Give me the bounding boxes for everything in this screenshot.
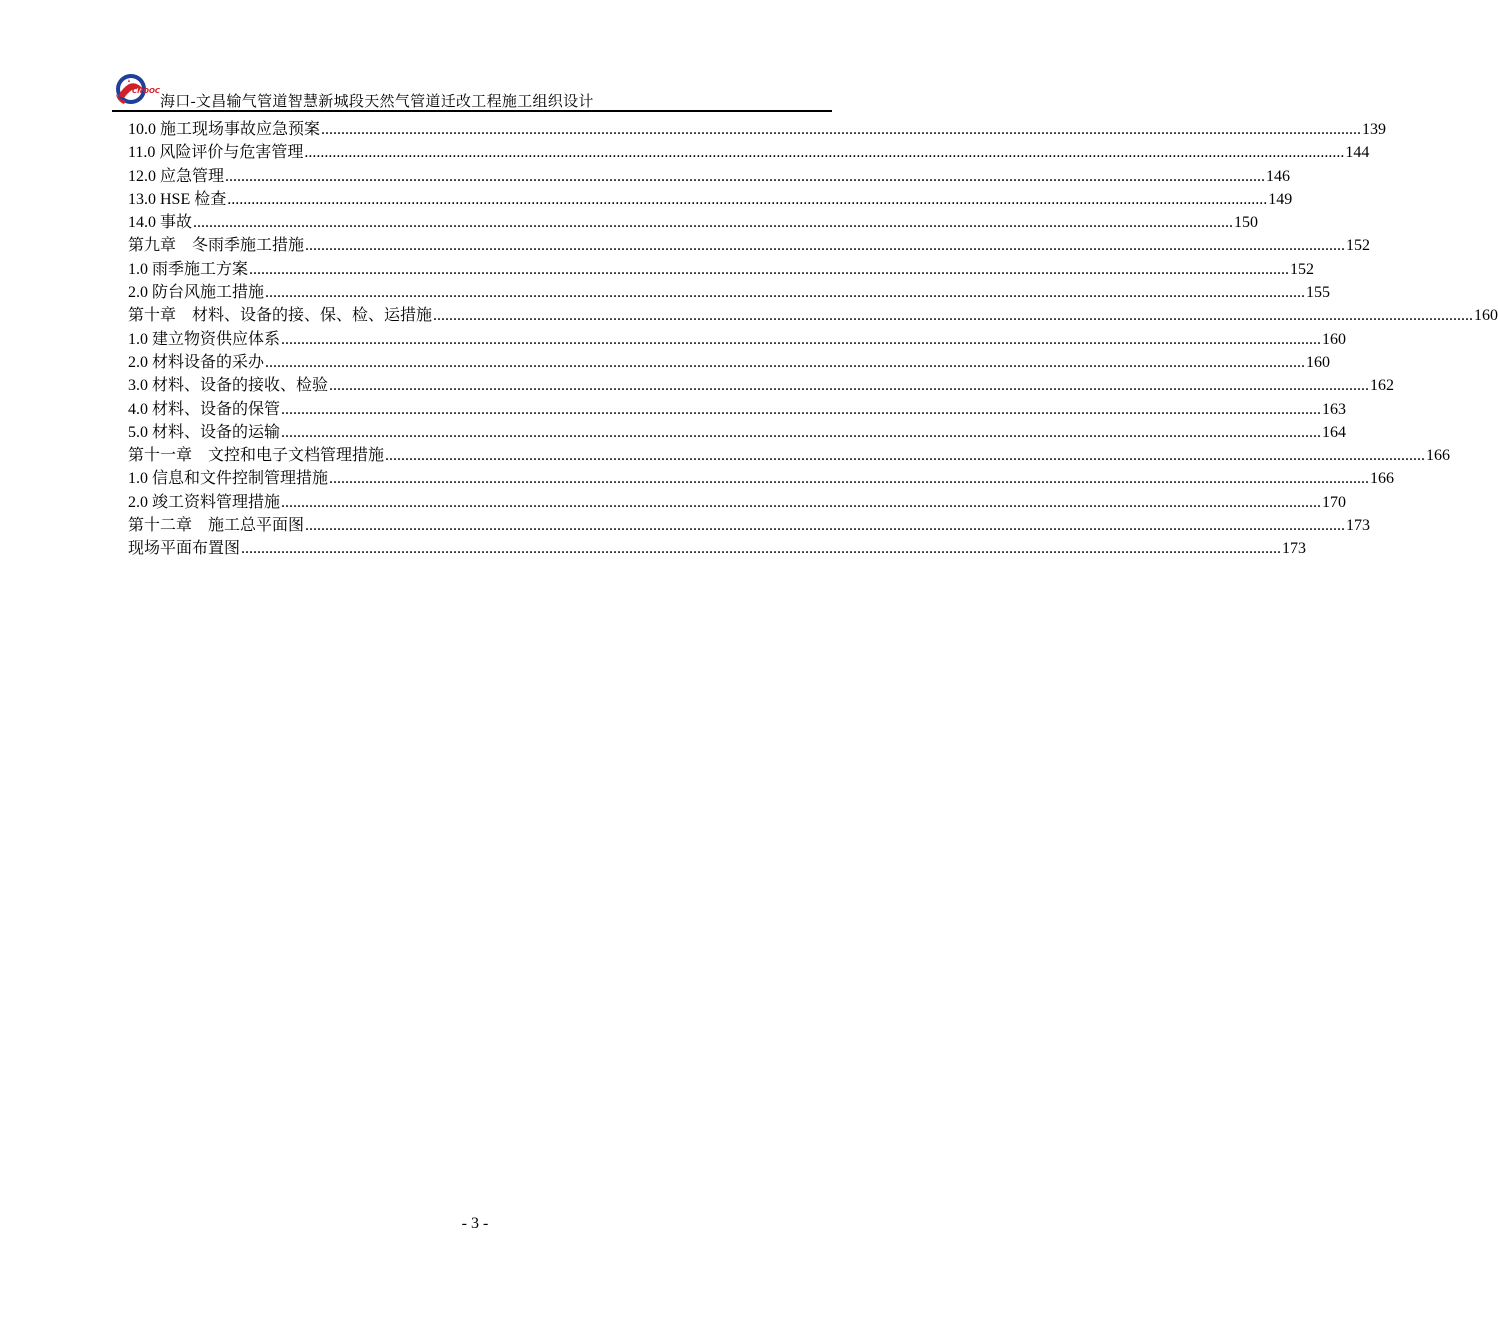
toc-entry-title: 12.0 应急管理 — [128, 167, 225, 185]
toc-entry-page-number: 170 — [1322, 493, 1347, 511]
toc-dot-leader — [433, 304, 1473, 327]
toc-entry-page-number: 139 — [1362, 121, 1387, 138]
toc-entry-title: 13.0 HSE 检查 — [128, 190, 227, 208]
toc-entry-page-number: 150 — [1234, 214, 1259, 232]
toc-entry[interactable] — [128, 281, 1331, 304]
toc-entry[interactable] — [128, 491, 1347, 514]
toc-entry[interactable] — [128, 351, 1331, 374]
toc-entry[interactable] — [128, 211, 1259, 234]
toc-entry[interactable] — [128, 514, 1371, 537]
toc-entry-page-number: 166 — [1426, 447, 1451, 465]
toc-entry[interactable] — [128, 141, 1370, 164]
toc-entry[interactable] — [128, 258, 1315, 281]
toc-entry-title: 1.0 雨季施工方案 — [128, 260, 249, 278]
toc-entry-title: 第九章 冬雨季施工措施 — [128, 237, 305, 255]
toc-dot-leader — [281, 398, 1321, 421]
toc-entry-title: 第十章 材料、设备的接、保、检、运措施 — [128, 307, 433, 325]
toc-dot-leader — [329, 374, 1369, 397]
toc-entry-page-number: 164 — [1322, 423, 1347, 441]
svg-text:CNOOC: CNOOC — [132, 87, 161, 95]
toc-entry-title: 4.0 材料、设备的保管 — [128, 400, 281, 418]
toc-entry-page-number: 162 — [1370, 377, 1395, 395]
toc-dot-leader — [321, 118, 1361, 141]
toc-dot-leader — [304, 141, 1344, 164]
toc-entry-page-number: 160 — [1474, 307, 1498, 325]
toc-entry-title: 2.0 材料设备的采办 — [128, 353, 265, 371]
page-number: - 3 - — [461, 1215, 489, 1232]
toc-entry-page-number: 146 — [1266, 167, 1291, 185]
toc-dot-leader — [227, 188, 1267, 211]
toc-entry-page-number: 160 — [1306, 353, 1331, 371]
toc-entry-page-number: 149 — [1268, 190, 1293, 208]
toc-entry-title: 第十一章 文控和电子文档管理措施 — [128, 447, 385, 465]
toc-entry-page-number: 152 — [1346, 237, 1371, 255]
toc-dot-leader — [249, 258, 1289, 281]
toc-entry[interactable] — [128, 374, 1395, 397]
toc-entry-title: 10.0 施工现场事故应急预案 — [128, 121, 321, 138]
toc-dot-leader — [193, 211, 1233, 234]
toc-entry-title: 5.0 材料、设备的运输 — [128, 423, 281, 441]
toc-dot-leader — [265, 351, 1305, 374]
toc-entry[interactable] — [128, 398, 1347, 421]
toc-entry-title: 现场平面布置图 — [128, 540, 241, 558]
toc-entry-page-number: 155 — [1306, 284, 1331, 302]
toc-dot-leader — [265, 281, 1305, 304]
toc-dot-leader — [305, 514, 1345, 537]
toc-dot-leader — [305, 234, 1345, 257]
toc-entry[interactable] — [128, 304, 1498, 327]
toc-entry[interactable] — [128, 188, 1293, 211]
toc-entry-page-number: 173 — [1282, 540, 1307, 558]
toc-entry[interactable] — [128, 165, 1291, 188]
toc-entry-title: 2.0 防台风施工措施 — [128, 284, 265, 302]
toc-entry-page-number: 166 — [1370, 470, 1395, 488]
toc-entry-title: 第十二章 施工总平面图 — [128, 517, 305, 535]
toc-entry-page-number: 160 — [1322, 330, 1347, 348]
toc-entry-title: 1.0 信息和文件控制管理措施 — [128, 470, 329, 488]
toc-dot-leader — [281, 491, 1321, 514]
toc-entry-title: 11.0 风险评价与危害管理 — [128, 144, 304, 162]
toc-entry-page-number: 144 — [1345, 144, 1370, 162]
toc-dot-leader — [281, 421, 1321, 444]
toc-entry[interactable] — [128, 467, 1395, 490]
toc-entry-title: 2.0 竣工资料管理措施 — [128, 493, 281, 511]
toc-dot-leader — [281, 328, 1321, 351]
table-of-contents — [128, 118, 1498, 561]
toc-entry-page-number: 173 — [1346, 517, 1371, 535]
cnooc-logo-icon — [112, 70, 161, 110]
toc-entry-page-number: 163 — [1322, 400, 1347, 418]
toc-entry-page-number: 152 — [1290, 260, 1315, 278]
toc-entry[interactable] — [128, 444, 1451, 467]
toc-entry[interactable] — [128, 234, 1371, 257]
toc-entry-title: 14.0 事故 — [128, 214, 193, 232]
toc-dot-leader — [225, 165, 1265, 188]
toc-entry-title: 3.0 材料、设备的接收、检验 — [128, 377, 329, 395]
toc-entry[interactable] — [128, 537, 1307, 560]
toc-dot-leader — [385, 444, 1425, 467]
toc-dot-leader — [329, 467, 1369, 490]
toc-dot-leader — [241, 537, 1281, 560]
toc-entry[interactable] — [128, 118, 1387, 141]
page-header — [112, 70, 832, 112]
toc-entry[interactable] — [128, 328, 1347, 351]
toc-entry[interactable] — [128, 421, 1347, 444]
toc-entry-title: 1.0 建立物资供应体系 — [128, 330, 281, 348]
header-divider — [112, 110, 832, 112]
document-title: 海口-文昌输气管道智慧新城段天然气管道迁改工程施工组织设计 — [160, 94, 594, 110]
